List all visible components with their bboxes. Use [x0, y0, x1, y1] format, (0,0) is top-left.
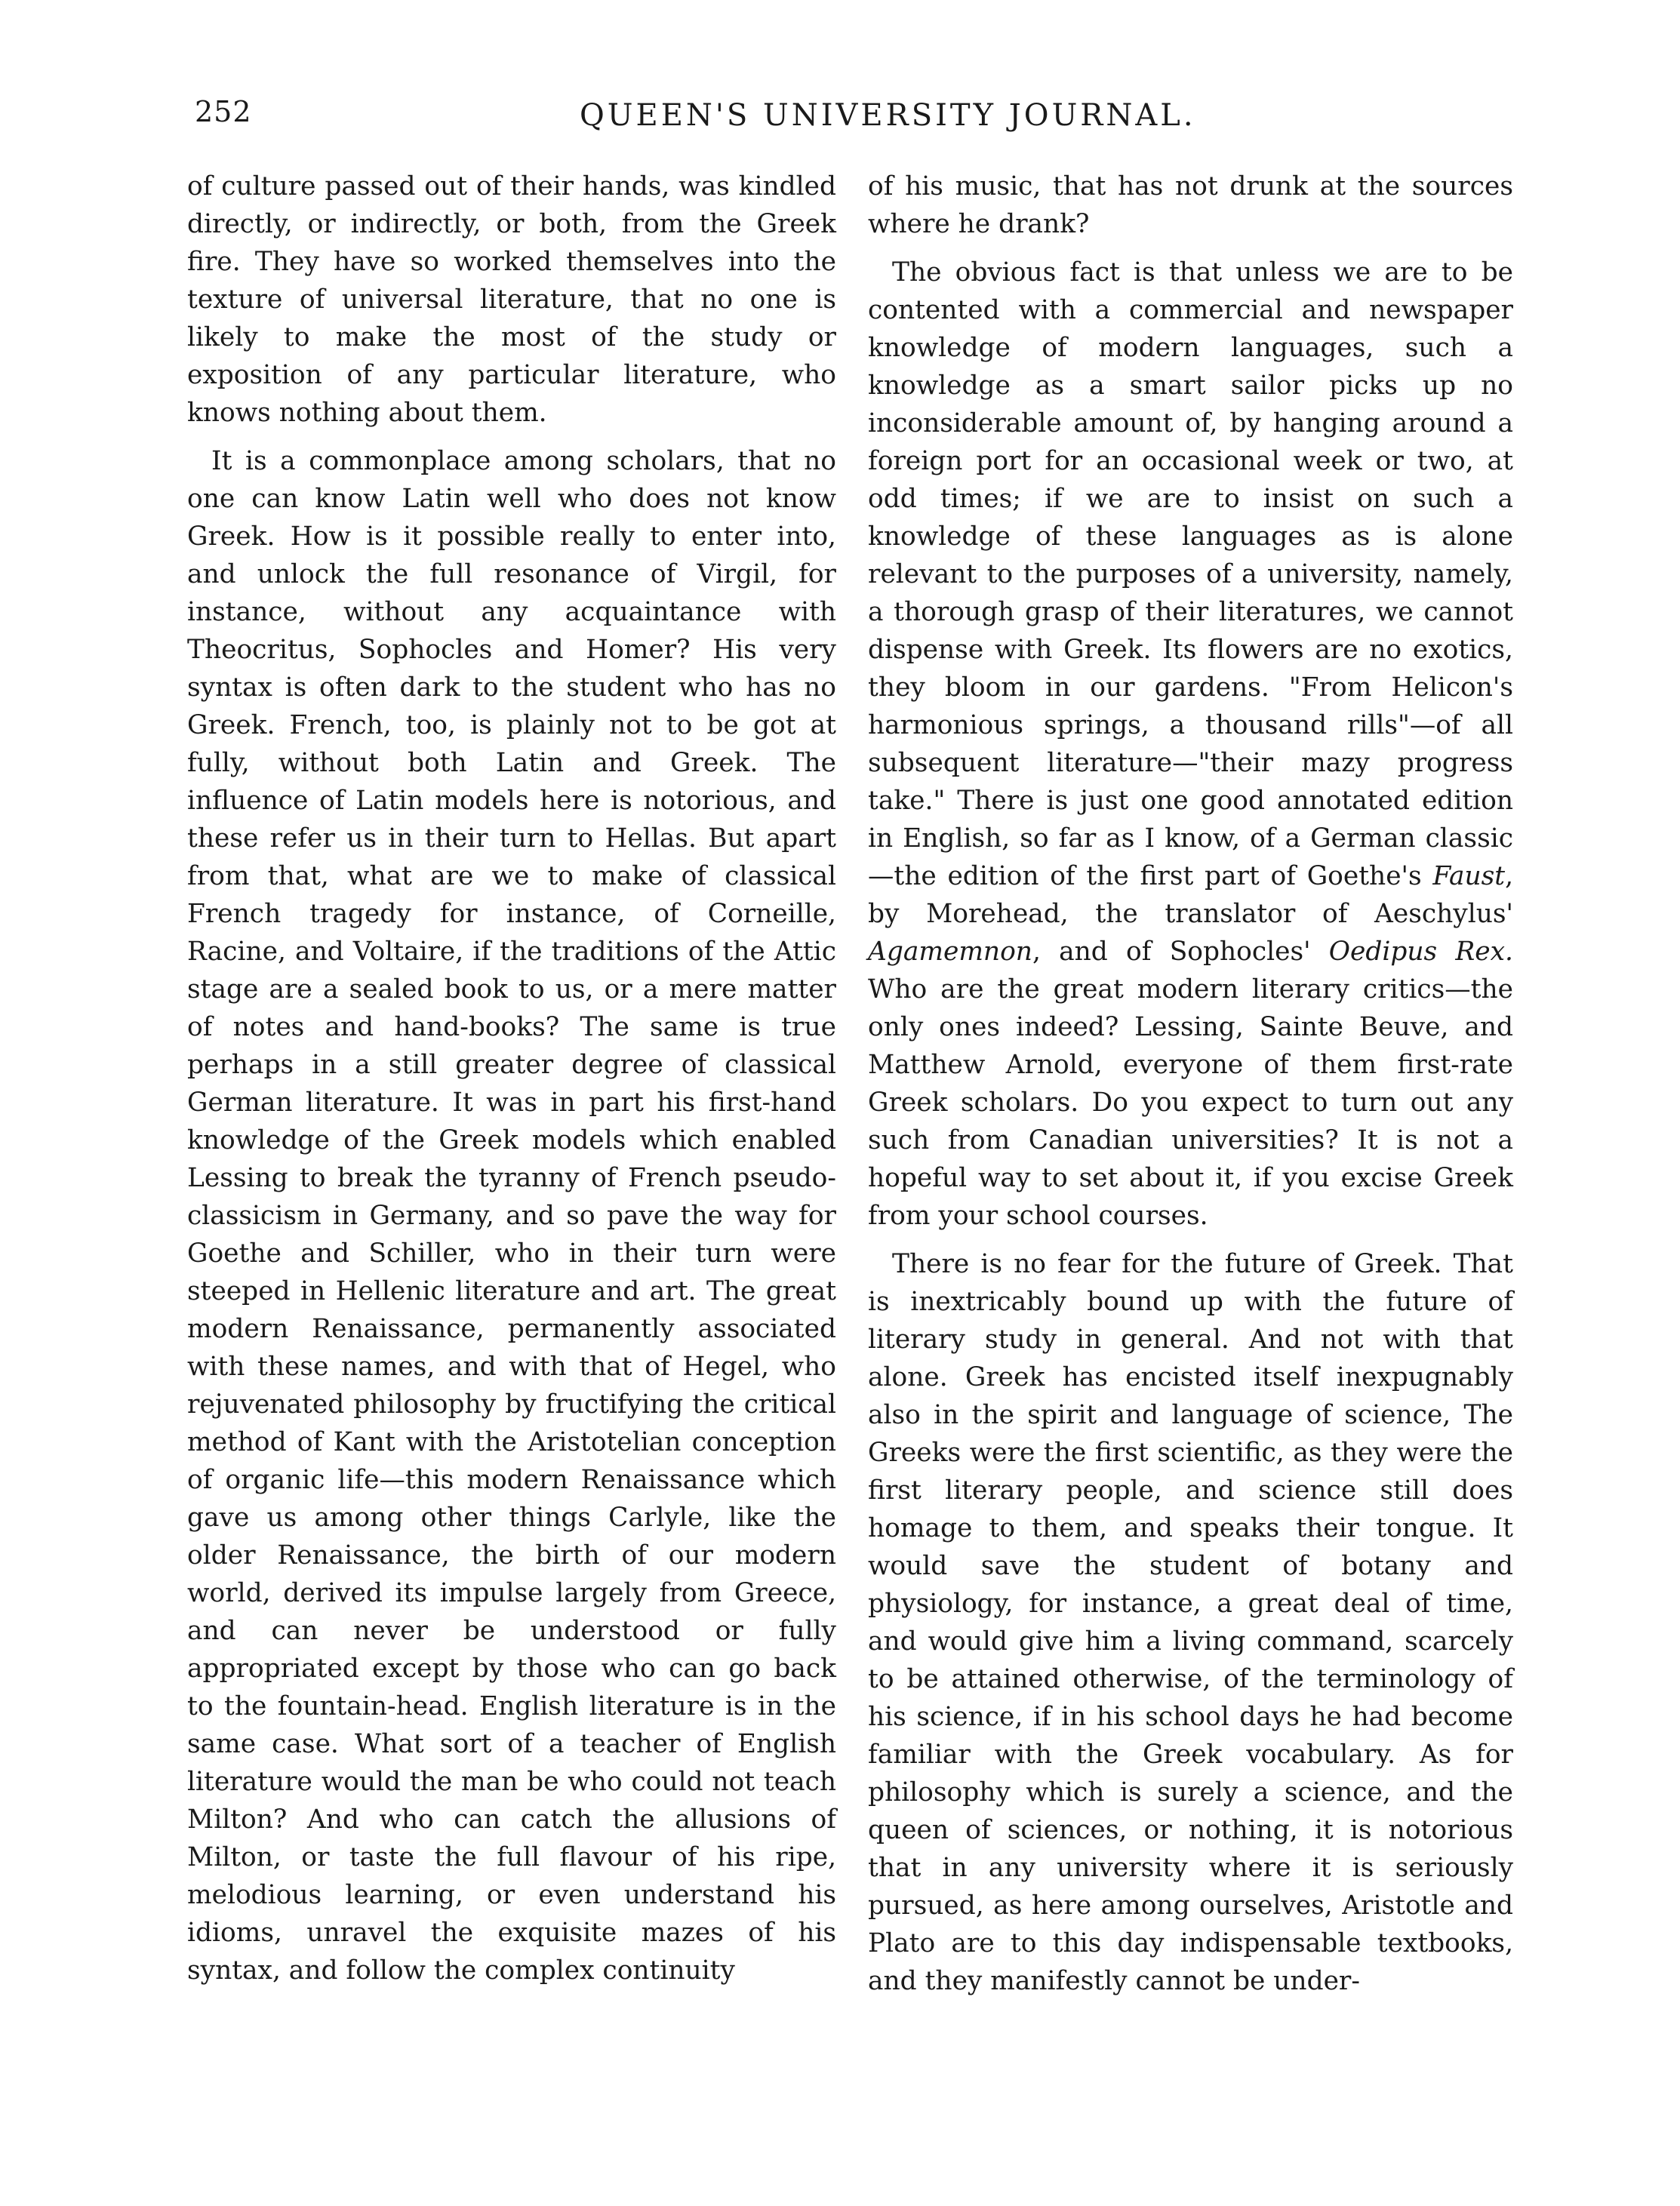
- title-faust: Faust: [1432, 861, 1506, 891]
- right-paragraph-2-text-a: The obvious fact is that unless we are to be contented with a commercial and newspaper knowledge of modern languages, such a knowledge as a smart sailor picks up no inconsiderable amount of, by hanging around a foreign port for an occasional week or two, at odd times; if we are to insist on such a knowledge of these languages as is alone relevant to the purposes of a university, namely, a thorough grasp of their literatures, we cannot dispense with Greek. Its flowers are no exotics, they bloom in our gardens. "From Helicon's harmonious springs, a thousand rills"—of all subsequent literature—"their mazy progress take." There is just one good annotated edition in English, so far as I know, of a German classic—the edition of the first part of Goethe's: [868, 257, 1513, 891]
- page-number: 252: [195, 95, 252, 128]
- left-paragraph-1: of culture passed out of their hands, was kindled directly, or indirectly, or both, from the Greek fire. They have so worked themselves into the texture of universal literature, that no one is likely to make the most of the study or exposition of any particular literature, who knows nothing about them.: [187, 171, 836, 428]
- right-paragraph-2-text-d: Who are the great modern literary critics—the only ones indeed? Lessing, Sainte Beuve, and Matthew Arnold, everyone of them first-rate Greek scholars. Do you expect to turn out any such from Canadian universities? It is not a hopeful way to set about it, if you excise Greek from your school courses.: [868, 974, 1513, 1231]
- right-paragraph-2-text-b: , by Morehead, the translator of Aeschylus': [868, 861, 1514, 929]
- title-agamemnon: Agamemnon: [868, 937, 1032, 967]
- right-paragraph-1: of his music, that has not drunk at the sources where he drank?: [868, 171, 1513, 239]
- right-paragraph-2: [868, 254, 1513, 1235]
- right-paragraph-2-text-c: , and of Sophocles': [1032, 937, 1311, 967]
- journal-title: QUEEN'S UNIVERSITY JOURNAL.: [580, 98, 1196, 133]
- page-header: [195, 91, 1508, 143]
- right-paragraph-3: There is no fear for the future of Greek. That is inextricably bound up with the future of literary study in general. And not with that alone. Greek has encisted itself inexpugnably also in the spirit and language of science, The Greeks were the first scientific, as they were the first literary people, and science still does homage to them, and speaks their tongue. It would save the student of botany and physiology, for instance, a great deal of time, and would give him a living command, scarcely to be attained otherwise, of the terminology of his science, if in his school days he had become familiar with the Greek vocabulary. As for philosophy which is surely a science, and the queen of sciences, or nothing, it is notorious that in any university where it is seriously pursued, as here among ourselves, Aristotle and Plato are to this day indispensable textbooks, and they manifestly cannot be under-: [868, 1249, 1513, 1996]
- right-column: [868, 168, 1513, 2069]
- title-oedipus-rex: Oedipus Rex.: [1328, 937, 1513, 967]
- left-column: [187, 168, 836, 2069]
- left-paragraph-2: It is a commonplace among scholars, that no one can know Latin well who does not know Greek. How is it possible really to enter into, and unlock the full resonance of Virgil, for instance, without any acquaintance with Theocritus, Sophocles and Homer? His very syntax is often dark to the student who has no Greek. French, too, is plainly not to be got at fully, without both Latin and Greek. The influence of Latin models here is notorious, and these refer us in their turn to Hellas. But apart from that, what are we to make of classical French tragedy for instance, of Corneille, Racine, and Voltaire, if the traditions of the Attic stage are a sealed book to us, or a mere matter of notes and hand-books? The same is true perhaps in a still greater degree of classical German literature. It was in part his first-hand knowledge of the Greek models which enabled Lessing to break the tyranny of French pseudo-classicism in Germany, and so pave the way for Goethe and Schiller, who in their turn were steeped in Hellenic literature and art. The great modern Renaissance, permanently associated with these names, and with that of Hegel, who rejuvenated philosophy by fructifying the critical method of Kant with the Aristotelian conception of organic life—this modern Renaissance which gave us among other things Carlyle, like the older Renaissance, the birth of our modern world, derived its impulse largely from Greece, and can never be understood or fully appropriated except by those who can go back to the fountain-head. English literature is in the same case. What sort of a teacher of English literature would the man be who could not teach Milton? And who can catch the allusions of Milton, or taste the full flavour of his ripe, melodious learning, or even understand his idioms, unravel the exquisite mazes of his syntax, and follow the complex continuity: [187, 446, 836, 1986]
